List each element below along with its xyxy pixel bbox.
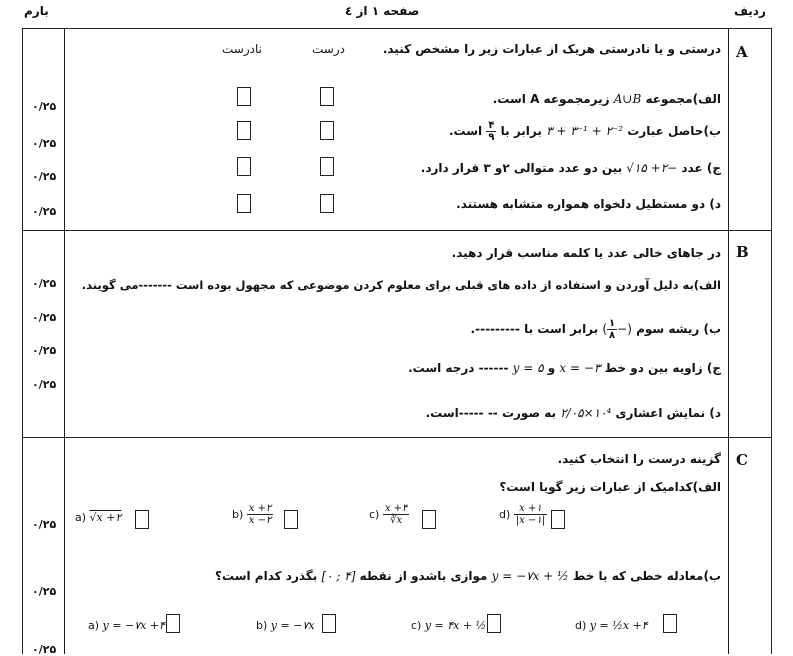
rule-top	[22, 28, 772, 29]
c-q1-a-checkbox[interactable]	[135, 510, 149, 529]
b-item-4-prefix: د) نمایش اعشاری	[615, 406, 721, 420]
c-q2-a-checkbox[interactable]	[166, 614, 180, 633]
a-item-4-text: د) دو مستطیل دلخواه همواره متشابه هستند.	[456, 197, 721, 211]
a-item-2-suffix: برابر با	[500, 124, 542, 138]
c-q2-option-d-expr: y = ½x +۴	[589, 619, 648, 632]
c-q2-mid: موازی باشدو از نقطه	[359, 569, 488, 583]
c-q2-option-c[interactable]	[411, 619, 486, 632]
mark-a-2: ۰/۲۵	[32, 137, 57, 150]
c-q1-option-c-label: c)	[369, 508, 380, 521]
b-item-4-math: ۲/۰۵×۱۰⁴	[560, 406, 612, 420]
c-q1-d-checkbox[interactable]	[551, 510, 565, 529]
b-item-4-suffix: به صورت -- -----است.	[425, 406, 557, 420]
c-q1-option-a-label: a)	[75, 511, 87, 524]
c-q1-option-b-num: x +۲	[248, 503, 272, 514]
b-item-3	[408, 361, 721, 375]
c-q2-option-a-expr: y = −۷x +۴	[102, 619, 165, 632]
b-item-2-frac-num: ۱	[609, 318, 616, 329]
c-q1-option-c-den: ∛x	[390, 515, 403, 526]
c-q1-option-d-frac	[514, 503, 547, 526]
mark-b-4: ۰/۲۵	[32, 378, 57, 391]
section-b-letter: B	[736, 243, 749, 261]
b-item-2-prefix: ب) ریشه سوم	[636, 322, 721, 336]
c-q1-b-checkbox[interactable]	[284, 510, 298, 529]
a-item-1-suffix: زیرمجموعه A است.	[492, 92, 610, 106]
mark-c-1: ۰/۲۵	[32, 518, 57, 531]
a-3-true-checkbox[interactable]	[320, 157, 334, 176]
c-q2-option-c-label: c)	[411, 619, 422, 632]
mark-b-1: ۰/۲۵	[32, 277, 57, 290]
mark-b-2: ۰/۲۵	[32, 311, 57, 324]
c-q1-option-d-label: d)	[499, 508, 511, 521]
a-2-true-checkbox[interactable]	[320, 121, 334, 140]
a-2-false-checkbox[interactable]	[237, 121, 251, 140]
c-q2-option-b[interactable]	[256, 619, 315, 632]
c-q2-c-checkbox[interactable]	[487, 614, 501, 633]
mark-b-3: ۰/۲۵	[32, 344, 57, 357]
row-header: ردیف	[734, 4, 766, 18]
b-item-2-frac-den: ۸	[609, 330, 616, 341]
c-q1-text: الف)کدامیک از عبارات زیر گویا است؟	[499, 480, 721, 494]
section-c-instruction: گزینه درست را انتخاب کنید.	[557, 452, 721, 466]
a-4-true-checkbox[interactable]	[320, 194, 334, 213]
b-item-2-paren-open: (	[627, 322, 632, 336]
rule-mark-col	[64, 28, 65, 654]
c-q2-d-checkbox[interactable]	[663, 614, 677, 633]
a-item-2-frac-den: ۹	[488, 132, 495, 143]
b-item-3-suffix: ------ درجه است.	[408, 361, 509, 375]
c-q1-option-a-expr: √x +۲	[89, 511, 122, 524]
a-item-3-math: √۱۵ +۲−	[626, 161, 678, 175]
mark-c-3: ۰/۲۵	[32, 643, 57, 656]
a-item-2-prefix: ب)حاصل عبارت	[627, 124, 721, 138]
mark-a-1: ۰/۲۵	[32, 100, 57, 113]
b-item-2-fraction	[607, 318, 617, 341]
rule-letter-col	[728, 28, 729, 654]
mark-c-2: ۰/۲۵	[32, 585, 57, 598]
c-q2-option-c-expr: y = ۴x + ½	[424, 619, 487, 632]
score-header: بارم	[24, 4, 49, 18]
b-item-2-suffix: برابر است با ---------.	[470, 322, 599, 336]
a-item-2-frac-num: ۴	[488, 120, 495, 131]
c-q1-option-a[interactable]	[75, 511, 121, 524]
b-item-2-paren-close: )	[602, 322, 608, 336]
c-q1-option-b-frac	[247, 503, 274, 526]
c-q2-b-checkbox[interactable]	[322, 614, 336, 633]
b-item-4	[426, 406, 721, 420]
b-item-3-math2: y = ۵	[512, 361, 544, 375]
a-item-2-math: ۳ + ۳⁻¹ + ۲⁻²	[546, 124, 624, 138]
c-q1-option-d-num: x +۱	[514, 503, 547, 515]
page-indicator: صفحه ۱ از ٤	[345, 4, 420, 18]
a-item-1-prefix: الف)مجموعه	[645, 92, 721, 106]
c-q2-point: [۰ ; ۴]	[321, 569, 356, 583]
a-4-false-checkbox[interactable]	[237, 194, 251, 213]
section-b-instruction: در جاهای خالی عدد یا کلمه مناسب قرار دهید.	[451, 246, 721, 260]
c-q2-option-d-label: d)	[575, 619, 587, 632]
mark-a-3: ۰/۲۵	[32, 170, 57, 183]
b-item-1: الف)به دلیل آوردن و استفاده از داده های قبلی برای معلوم کردن موضوعی که مجهول بوده است -------می گویند.	[81, 278, 721, 292]
c-q2-option-d[interactable]	[575, 619, 648, 632]
a-item-1-math: A∪B	[613, 92, 642, 106]
a-1-true-checkbox[interactable]	[320, 87, 334, 106]
a-item-3-prefix: ج) عدد	[681, 161, 721, 175]
b-item-2: ب) ریشه سوم (− $\frac{۱}{۸}$ ) برابر است با ---------.	[470, 318, 721, 341]
rule-a-b	[22, 230, 772, 231]
c-q2-suffix: بگذرد کدام است؟	[215, 569, 318, 583]
b-item-3-prefix: ج) زاویه بین دو خط	[604, 361, 721, 375]
c-q2-option-a-label: a)	[88, 619, 100, 632]
col-false-header: نادرست	[222, 42, 262, 56]
c-q2-option-a[interactable]	[88, 619, 165, 632]
a-item-2	[449, 120, 721, 143]
c-q2-option-b-label: b)	[256, 619, 268, 632]
a-item-1	[493, 92, 721, 106]
section-a-letter: A	[736, 43, 748, 61]
rule-b-c	[22, 437, 772, 438]
c-q1-option-b-den: x −۲	[248, 515, 272, 526]
c-q2-prefix: ب)معادله خطی که با خط	[572, 569, 721, 583]
col-true-header: درست	[312, 42, 345, 56]
c-q1-option-c-frac	[383, 503, 410, 526]
b-item-3-mid: و	[547, 361, 556, 375]
c-q1-c-checkbox[interactable]	[422, 510, 436, 529]
c-q1-option-c[interactable]	[369, 503, 409, 526]
a-item-3	[421, 161, 721, 175]
section-c-letter: C	[736, 451, 748, 469]
c-q1-option-d-den: |x −۱|	[515, 515, 546, 526]
a-1-false-checkbox[interactable]	[237, 87, 251, 106]
a-item-2-fraction	[486, 120, 496, 143]
a-item-4	[456, 197, 721, 211]
rule-left	[22, 28, 23, 654]
c-q1-option-b-label: b)	[232, 508, 244, 521]
c-q2-text	[215, 569, 721, 583]
c-q2-option-b-expr: y = −۷x	[270, 619, 315, 632]
c-q1-option-b[interactable]	[232, 503, 273, 526]
section-a-instruction: درستی و یا نادرستی هریک از عبارات زیر را مشخص کنید.	[382, 42, 721, 56]
c-q1-option-d[interactable]	[499, 503, 547, 526]
a-item-2-tail: است.	[448, 124, 483, 138]
c-q1-option-c-num: x +۴	[384, 503, 408, 514]
b-item-3-math1: x = −۳	[559, 361, 601, 375]
c-q2-line-eq: y = −۷x + ½	[491, 569, 569, 583]
a-item-3-suffix: بین دو عدد متوالی ۲و ۳ قرار دارد.	[420, 161, 623, 175]
mark-a-4: ۰/۲۵	[32, 205, 57, 218]
a-3-false-checkbox[interactable]	[237, 157, 251, 176]
rule-right	[771, 28, 772, 654]
